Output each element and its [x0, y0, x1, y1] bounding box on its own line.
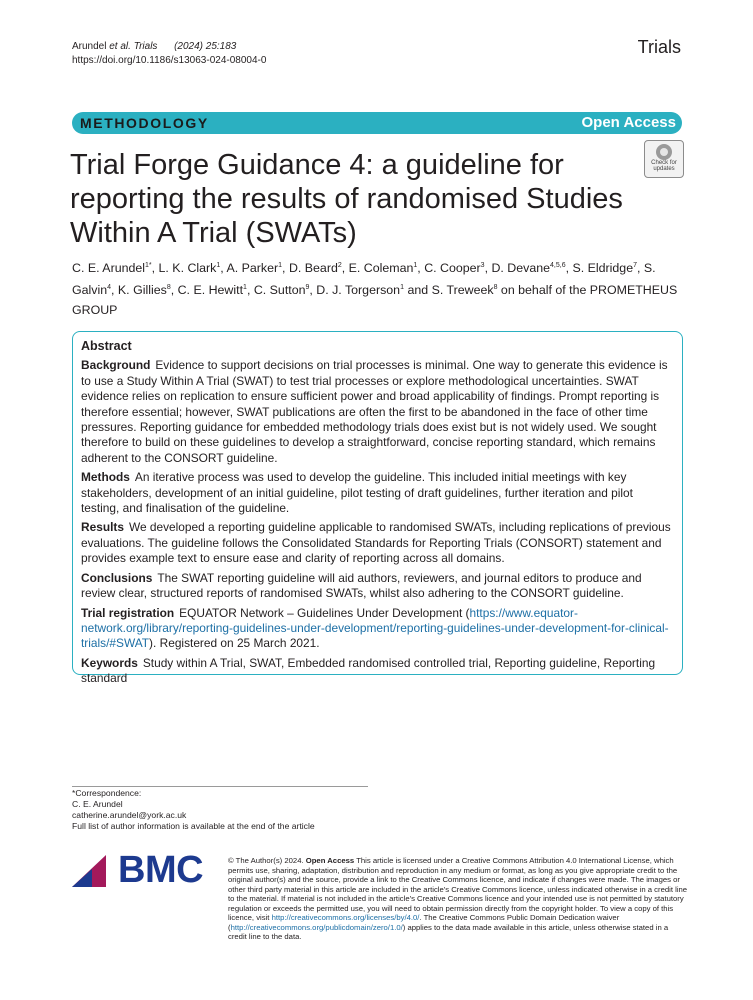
badge-line1: Check for [651, 160, 677, 166]
author-affiliation: 9 [305, 284, 310, 292]
citation-journal: et al. Trials [109, 41, 158, 52]
badge-line2: updates [653, 166, 675, 172]
license-open-access: Open Access [305, 856, 355, 865]
author-name: D. Devane [491, 261, 551, 276]
author-name: D. J. Torgerson [316, 283, 401, 298]
bmc-logo-icon [72, 855, 106, 887]
author-affiliation: 3 [480, 262, 485, 269]
author-name: S. Eldridge [572, 261, 634, 276]
abstract-box [72, 331, 683, 686]
abstract-registration [81, 606, 674, 652]
background-text: Evidence to support decisions on trial processes is minimal. One way to generate this evidence is to use a Study Within A Trial (SWAT) to test trial processes or explore methodological uncertainties. SWAT evidence relies on replication to ensure sufficient power and broad applicability of findings. Prompt reporting is therefore essential; however, SWAT publications are often the first to be abandoned in the face of other time pressures. Reporting guidance for embedded methodology trials does exist but is not widely used. We sought therefore to build on these guidelines to develop a straightforward, concise reporting standard, which remains adherent to the CONSORT guideline. [81, 358, 668, 465]
author-name: S. Galvin [72, 261, 656, 298]
methods-label: Methods [81, 470, 130, 485]
registration-post: ). Registered on 25 March 2021. [149, 636, 320, 651]
author-name: S. Treweek [431, 283, 494, 298]
correspondence-note: Full list of author information is available at the end of the article [72, 821, 315, 831]
journal-name: Trials [637, 37, 681, 57]
abstract-methods [81, 470, 674, 516]
author-name: C. Cooper [424, 261, 481, 276]
article-title: Trial Forge Guidance 4: a guideline for reporting the results of randomised Studies Within A Trial (SWATs) [70, 149, 623, 249]
author-name: C. E. Hewitt [177, 283, 244, 298]
keywords-text: Study within A Trial, SWAT, Embedded randomised controlled trial, Reporting guideline, Reporting standard [81, 655, 656, 686]
author-name: A. Parker [226, 261, 279, 276]
license-text [228, 856, 688, 942]
conclusions-text: The SWAT reporting guideline will aid authors, reviewers, and journal editors to produce and review clear, structured reports of randomised SWATs, whilst also adhering to the CONSORT guideline. [81, 570, 642, 601]
correspondence [72, 788, 315, 832]
registration-pre: EQUATOR Network – Guidelines Under Development ( [179, 605, 470, 620]
author-conjunction: and [407, 283, 429, 298]
keywords-label: Keywords [81, 655, 138, 670]
author-affiliation: 4 [107, 284, 112, 292]
author-affiliation: 8 [166, 284, 171, 292]
methods-text: An iterative process was used to develop the guideline. This included initial meetings with key stakeholders, development of an initial guideline, pilot testing of draft guidelines, further iteration and pilot testing, and finalisation of the guideline. [81, 470, 633, 516]
doi-link[interactable]: https://doi.org/10.1186/s13063-024-08004-0 [72, 55, 267, 66]
author-name: L. K. Clark [158, 261, 217, 276]
section-label: METHODOLOGY [80, 115, 209, 131]
author-name: C. Sutton [253, 283, 306, 298]
correspondence-email[interactable]: catherine.arundel@york.ac.uk [72, 810, 187, 820]
author-affiliation: 1 [216, 262, 221, 269]
conclusions-label: Conclusions [81, 570, 153, 585]
footnote-divider [72, 786, 368, 787]
author-group: on behalf of the PROMETHEUS GROUP [72, 283, 678, 318]
license-body2: . The Creative Commons Public Domain Dedication waiver ( [228, 913, 620, 932]
abstract-heading: Abstract [81, 339, 132, 353]
license-body1: This article is licensed under a Creative Commons Attribution 4.0 International License, which permits use, sharing, adaptation, distribution and reproduction in any medium or format, as long as you give appropriate credit to the original author(s) and the source, provide a link to the Creative Commons licence, and indicate if changes were made. The images or other third party material in this article are included in the article's Creative Commons licence, unless indicated otherwise in a credit line to the material. If material is not included in the article's Creative Commons licence and your intended use is not permitted by statutory regulation or exceeds the permitted use, you will need to obtain permission directly from the copyright holder. To view a copy of this licence, visit [228, 856, 688, 922]
correspondence-name: C. E. Arundel [72, 799, 123, 809]
author-name: D. Beard [288, 261, 338, 276]
license-link-cc-by[interactable]: http://creativecommons.org/licenses/by/4.0/ [271, 913, 420, 922]
publisher-logo-text: BMC [118, 849, 204, 891]
author-name: E. Coleman [348, 261, 414, 276]
results-text: We developed a reporting guideline applicable to randomised SWATs, including replications of previous evaluations. The guideline follows the Consolidated Standards for Reporting Trials (CONSORT) statement and provides example text to ensure ease and clarity of reporting across all domains. [81, 520, 671, 566]
author-affiliation: 1 [400, 284, 404, 292]
author-affiliation: 1* [145, 262, 152, 269]
abstract-results [81, 520, 674, 566]
author-affiliation: 1 [413, 262, 418, 269]
author-affiliation: 4,5,6 [550, 262, 566, 269]
author-affiliation: 2 [337, 262, 342, 269]
abstract-conclusions [81, 571, 674, 602]
author-affiliation: 1 [243, 284, 247, 292]
author-affiliation: 7 [633, 262, 638, 269]
section-banner [72, 112, 682, 134]
citation [72, 40, 266, 54]
author-list: C. E. Arundel$^{1*}$, L. K. Clark$^1$, A. Parker$^1$, D. Beard$^2$, E. Coleman$^1$, C. Cooper$^3$, D. Devane$^{4,5,6}$, S. Eldridge$^7$, S. Galvin$^4$, K. Gillies$^8$, C. E. Hewitt$^1$, C. Sutton$^9$, D. J. Torgerson$^1$ and S. Treweek$^8$ on behalf of the PROMETHEUS GROUP [72, 261, 678, 318]
author-name: K. Gillies [117, 283, 167, 298]
abstract-background [81, 358, 674, 466]
author-affiliation: 8 [493, 284, 498, 292]
results-label: Results [81, 520, 124, 535]
registration-label: Trial registration [81, 605, 175, 620]
registration-link[interactable]: https://www.equator-network.org/library/reporting-guidelines-under-development/reporting-guidelines-under-development-for-clinical-trials/#SWAT [81, 605, 669, 651]
license-body3: ) applies to the data made available in this article, unless otherwise stated in a credit line to the data. [228, 922, 669, 941]
license-link-cc0[interactable]: http://creativecommons.org/publicdomain/zero/1.0/ [230, 922, 403, 932]
abstract-keywords [81, 656, 674, 687]
running-header [72, 40, 266, 68]
correspondence-label: *Correspondence: [72, 788, 142, 798]
open-access-label: Open Access [581, 114, 676, 131]
license-copyright: © The Author(s) 2024. [228, 856, 304, 865]
background-label: Background [81, 358, 151, 373]
author-name: C. E. Arundel [72, 261, 146, 276]
citation-year: (2024) 25:183 [174, 41, 237, 52]
citation-authors: Arundel [72, 41, 110, 52]
author-affiliation: 1 [278, 262, 283, 269]
